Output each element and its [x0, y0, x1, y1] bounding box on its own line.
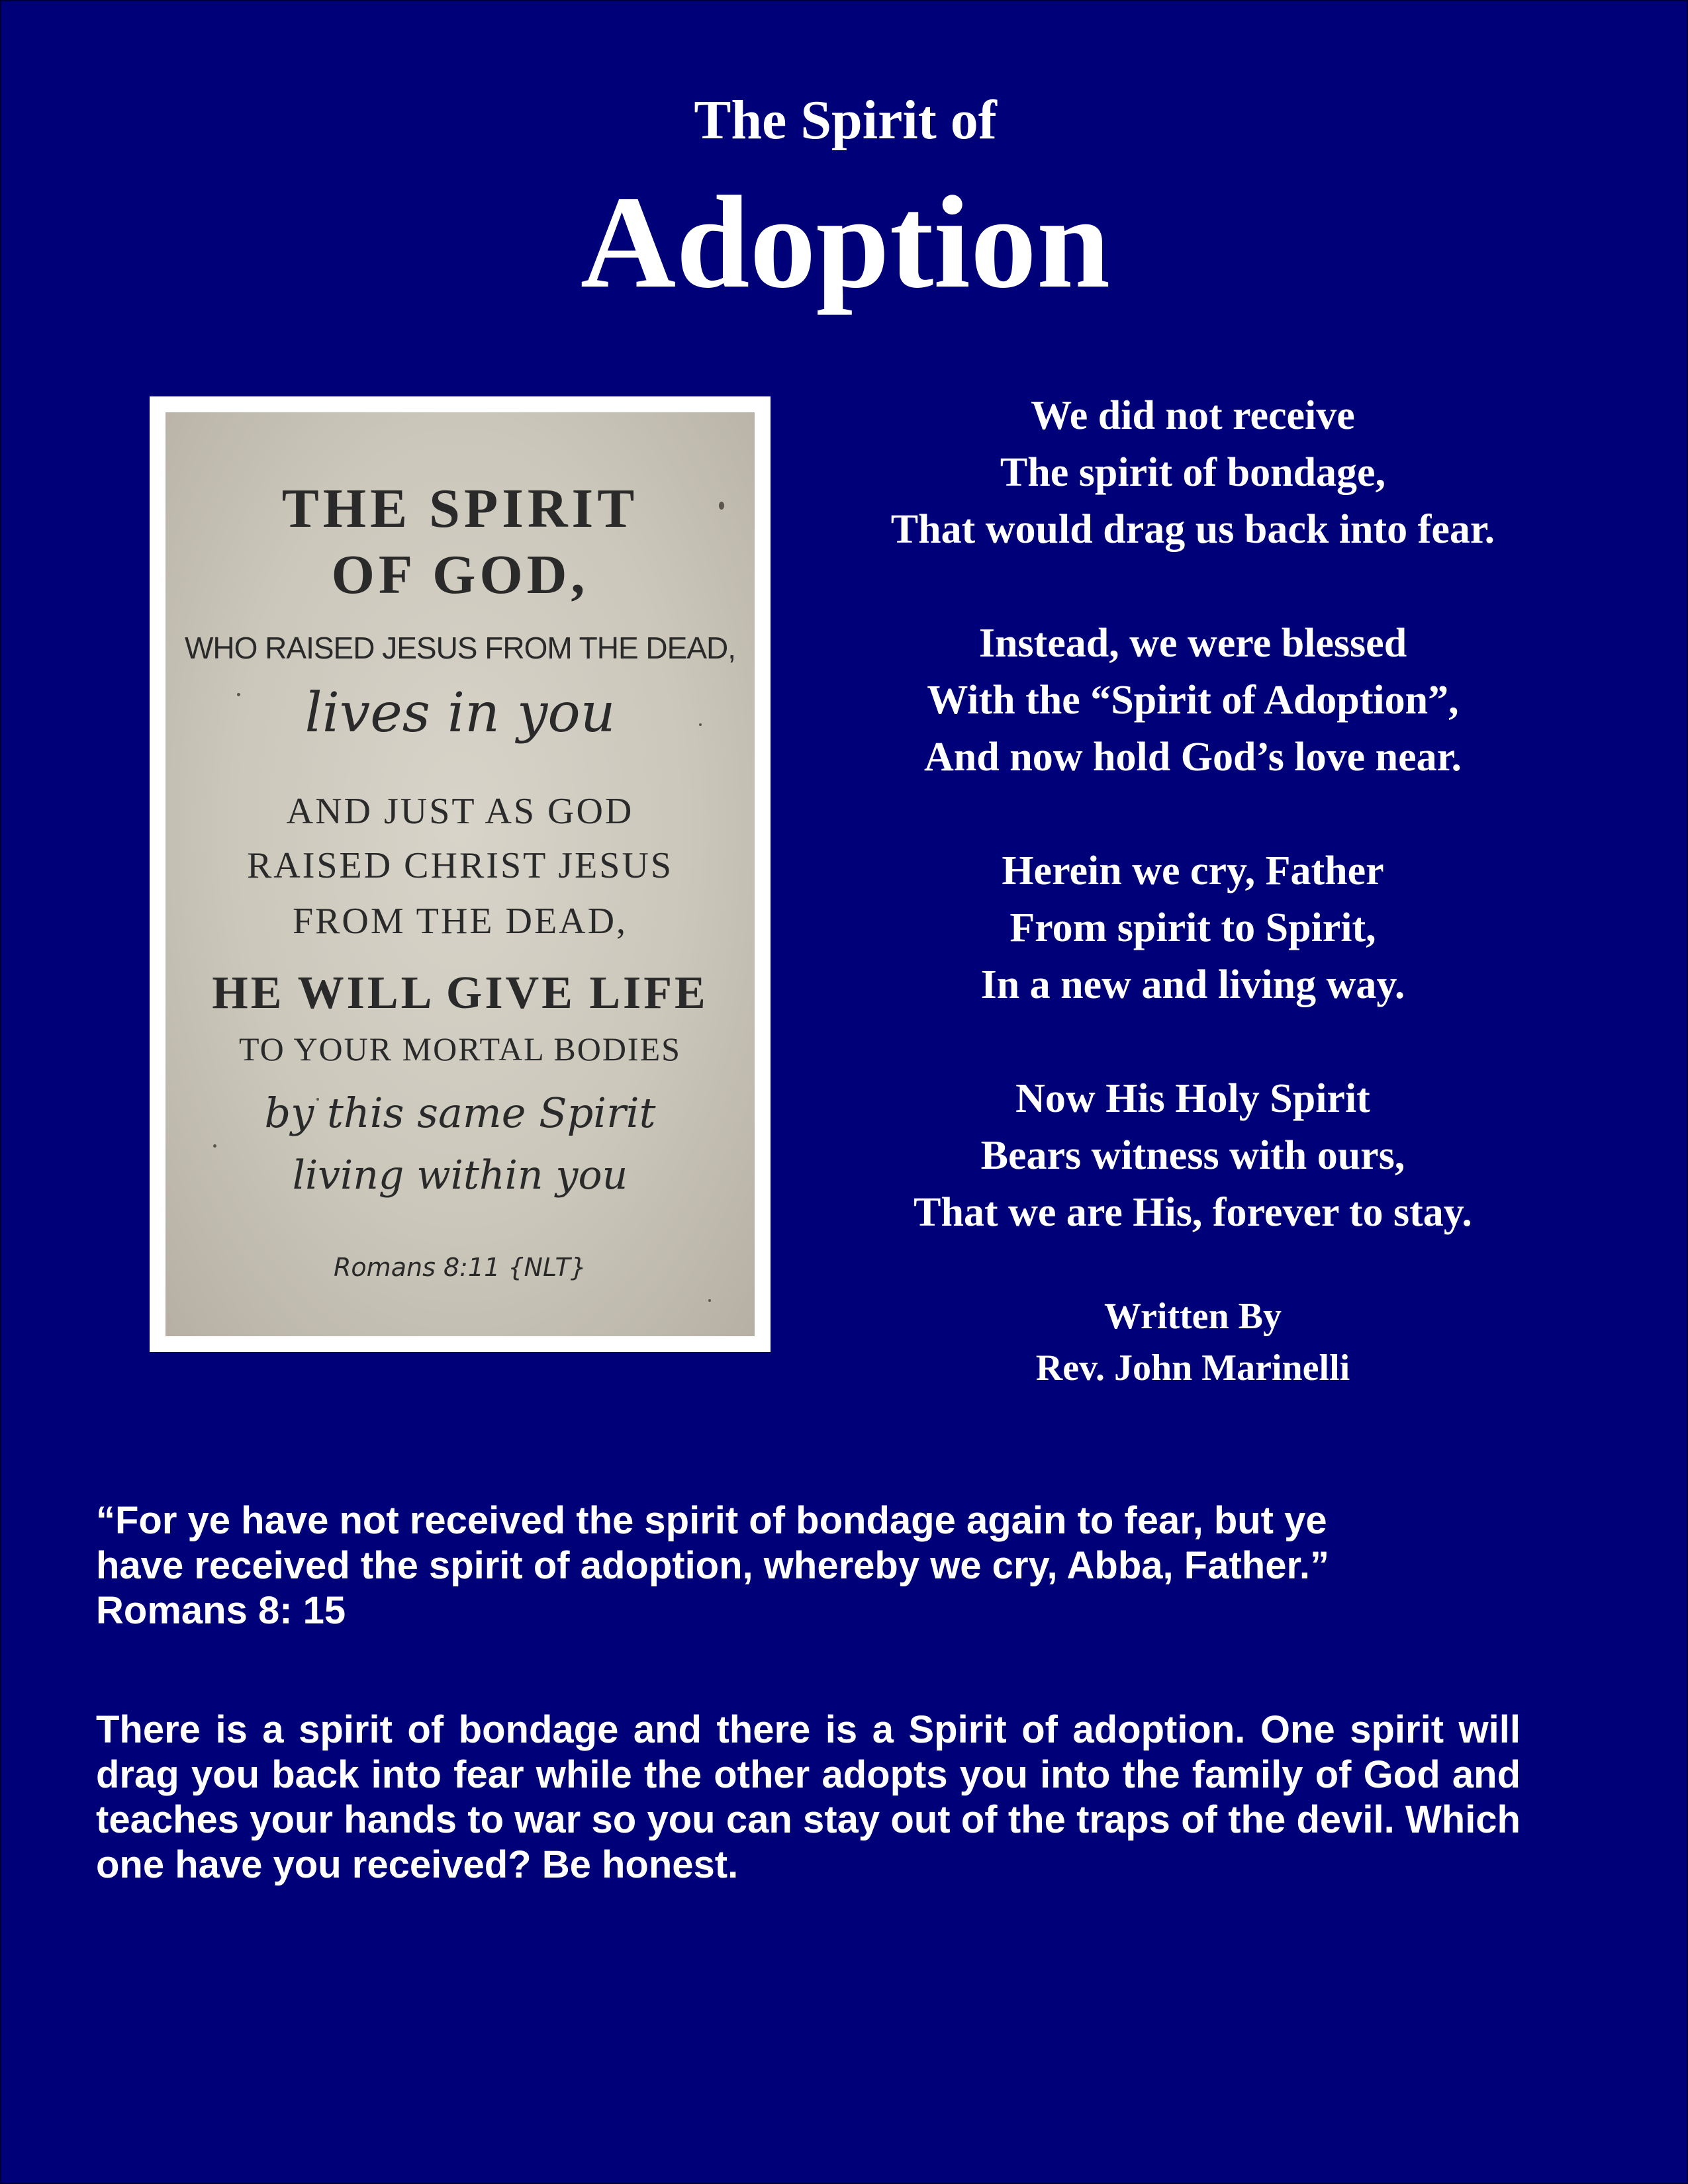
byline-written-by: Written By	[1103, 1296, 1282, 1337]
sign-line-from-the-dead: FROM THE DEAD,	[292, 901, 628, 942]
commentary-paragraph: There is a spirit of bondage and there is a Spirit of adoption. One spirit will drag you back into fear while the other adopts you into the family of God and teaches your hands to war so you can stay out of the traps of the devil. Which one have you received? Be honest.	[96, 1708, 1521, 1886]
poem-line: The spirit of bondage,	[1000, 450, 1386, 495]
verse-line-2: have received the spirit of adoption, whereby we cry, Abba, Father.”	[96, 1544, 1329, 1587]
sign-line-same-spirit: by this same Spirit	[264, 1089, 656, 1137]
poem-line: From spirit to Spirit,	[1009, 905, 1376, 950]
scripture-verse	[96, 1498, 1521, 1633]
verse-reference: Romans 8: 15	[96, 1589, 346, 1632]
sign-line-of-god: OF GOD,	[331, 544, 589, 606]
scripture-sign-image	[165, 412, 755, 1336]
poem-line: In a new and living way.	[980, 962, 1405, 1007]
sign-line-mortal-bodies: TO YOUR MORTAL BODIES	[239, 1030, 681, 1068]
byline-author: Rev. John Marinelli	[1035, 1347, 1350, 1388]
poem-line: That we are His, forever to stay.	[914, 1190, 1472, 1235]
sign-line-lives-in-you: lives in you	[305, 682, 616, 745]
sign-line-and-just-as: AND JUST AS GOD	[286, 791, 634, 832]
verse-line-1: “For ye have not received the spirit of bondage again to fear, but ye	[96, 1499, 1327, 1542]
poem-line: Bears witness with ours,	[980, 1133, 1405, 1178]
poem-stanza-4	[789, 1070, 1597, 1241]
title-line-1: The Spirit of	[694, 89, 997, 151]
poem-line: We did not receive	[1031, 393, 1355, 438]
poem-line: And now hold God’s love near.	[924, 735, 1462, 780]
sign-line-living-within: living within you	[292, 1152, 628, 1199]
author-byline	[789, 1291, 1597, 1394]
title-main: Adoption	[580, 169, 1111, 316]
sign-line-spirit: THE SPIRIT	[281, 478, 639, 539]
scripture-picture-frame	[150, 396, 771, 1352]
poem-line: Now His Holy Spirit	[1015, 1076, 1370, 1121]
poem	[789, 387, 1597, 1298]
poem-line: With the “Spirit of Adoption”,	[927, 678, 1459, 723]
poem-stanza-2	[789, 615, 1597, 786]
sign-line-who-raised: WHO RAISED JESUS FROM THE DEAD,	[184, 631, 736, 665]
poem-line: Herein we cry, Father	[1002, 848, 1384, 893]
poem-stanza-3	[789, 842, 1597, 1013]
poem-line: That would drag us back into fear.	[890, 507, 1495, 552]
sign-line-give-life: HE WILL GIVE LIFE	[212, 968, 708, 1019]
poem-stanza-1	[789, 387, 1597, 558]
poem-line: Instead, we were blessed	[978, 621, 1407, 666]
sign-line-reference: Romans 8:11 {NLT}	[334, 1253, 586, 1282]
sign-line-raised-christ: RAISED CHRIST JESUS	[246, 845, 674, 886]
